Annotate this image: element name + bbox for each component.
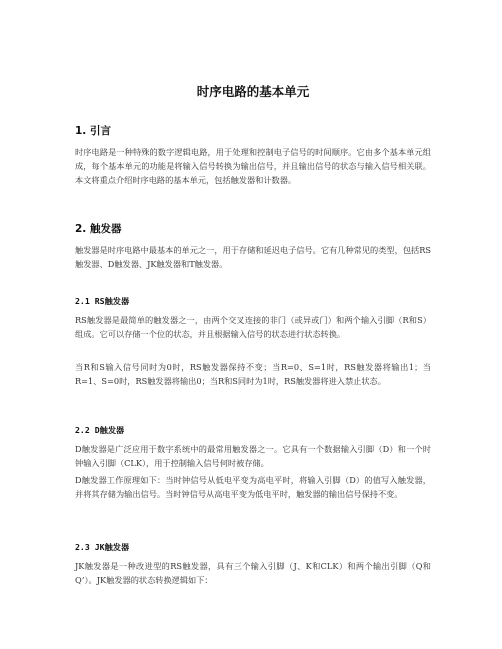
paragraph-d-flip-flop-intro: D触发器是广泛应用于数字系统中的最常用触发器之一。它具有一个数据输入引脚（D）和一个时钟输入引脚（CLK），用于控制输入信号何时被存储。: [75, 444, 431, 469]
paragraph-d-flip-flop-operation: D触发器工作原理如下：当时钟信号从低电平变为高电平时，将输入引脚（D）的值写入触发器，并将其存储为输出信号。当时钟信号从高电平变为低电平时，触发器的输出信号保持不变。: [75, 475, 431, 500]
subsection-heading-jk-flip-flop: 2.3 JK触发器: [75, 542, 130, 552]
section-heading-flip-flops: 2. 触发器: [75, 223, 122, 235]
paragraph-rs-flip-flop-intro: RS触发器是最简单的触发器之一，由两个交叉连接的非门（或异或门）和两个输入引脚（R和S）组成。它可以存储一个位的状态，并且根据输入信号的状态进行状态转换。: [75, 315, 431, 340]
subsection-heading-rs-flip-flop: 2.1 RS触发器: [75, 296, 130, 306]
paragraph-flip-flops: 触发器是时序电路中最基本的单元之一，用于存储和延迟电子信号。它有几种常见的类型，包括RS触发器、D触发器、JK触发器和T触发器。: [75, 245, 431, 270]
paragraph-jk-flip-flop-intro: JK触发器是一种改进型的RS触发器，具有三个输入引脚（J、K和CLK）和两个输出引脚（Q和Q’）。JK触发器的状态转换逻辑如下：: [75, 561, 431, 586]
document-title: 时序电路的基本单元: [196, 84, 310, 99]
paragraph-introduction: 时序电路是一种特殊的数字逻辑电路，用于处理和控制电子信号的时间顺序。它由多个基本单元组成，每个基本单元的功能是将输入信号转换为输出信号，并且输出信号的状态与输入信号相关联。本文将重点介绍时序电路的基本单元，包括触发器和计数器。: [75, 147, 431, 186]
document-page: [75, 0, 431, 649]
subsection-heading-d-flip-flop: 2.2 D触发器: [75, 425, 125, 435]
section-heading-introduction: 1. 引言: [75, 125, 111, 137]
paragraph-rs-flip-flop-states: 当R和S输入信号同时为0时，RS触发器保持不变；当R=0、S=1时，RS触发器将输出1；当R=1、S=0时，RS触发器将输出0；当R和S同时为1时，RS触发器将进入禁止状态。: [75, 362, 431, 387]
